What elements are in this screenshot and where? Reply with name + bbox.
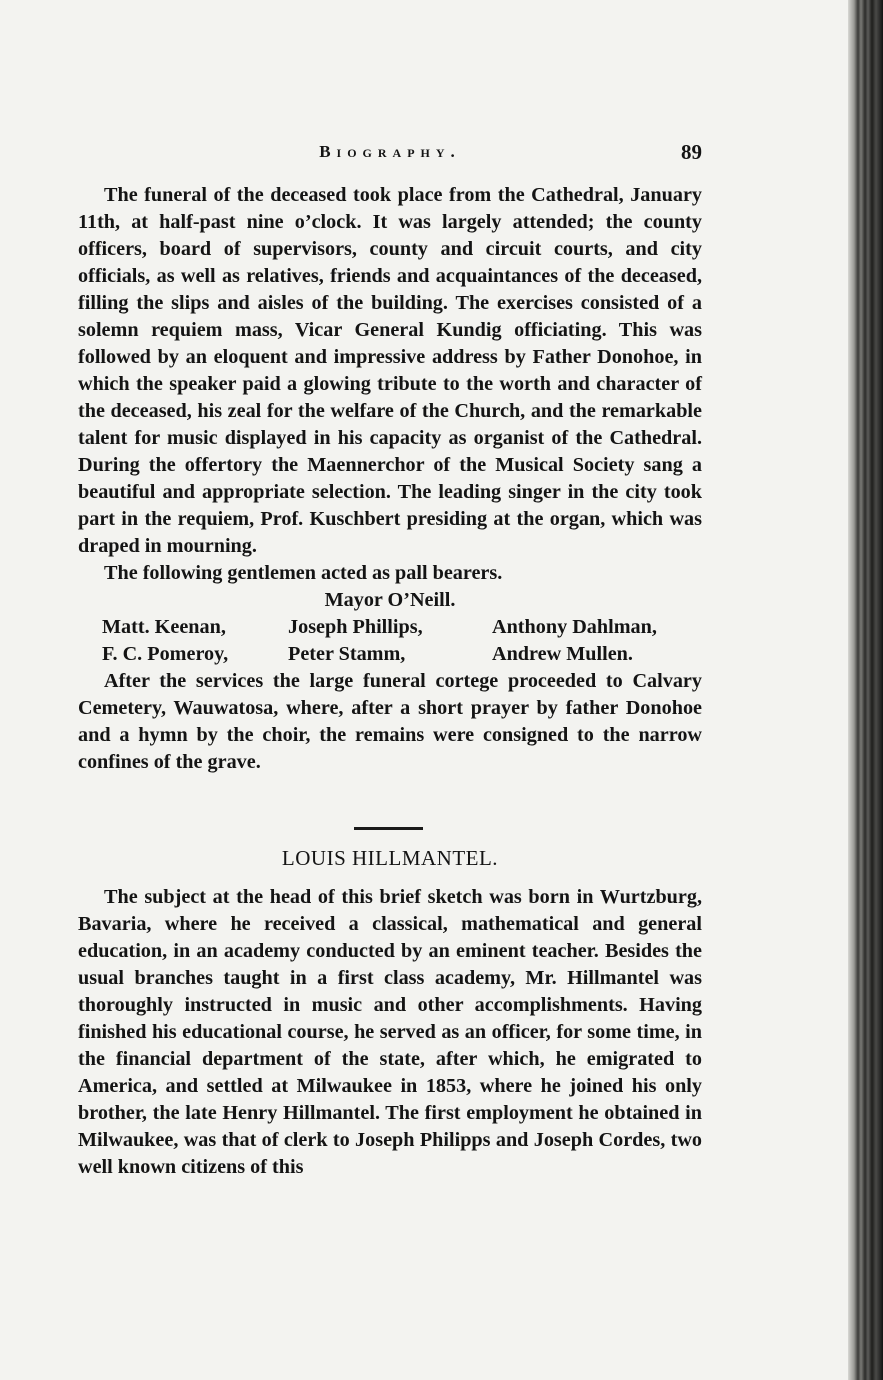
page-number: 89 bbox=[681, 140, 702, 164]
pall-bearer: Matt. Keenan, bbox=[102, 616, 226, 638]
pall-bearer: Joseph Phillips, bbox=[288, 616, 423, 638]
pall-bearers-intro: The following gentlemen acted as pall bearers. bbox=[104, 562, 503, 584]
funeral-paragraph: The funeral of the deceased took place from the Cathedral, January 11th, at half-past nine o’clock. It was largely attended; the county officers, board of supervisors, county and circuit courts, and city officials, as well as relatives, friends and acquaintances of the deceased, filling the slips and aisles of the building. The exercises consisted of a solemn requiem mass, Vicar General Kundig officiating. This was followed by an eloquent and impressive address by Father Donohoe, in which the speaker paid a glowing tribute to the worth and character of the deceased, his zeal for the welfare of the Church, and the remarkable talent for music displayed in his capacity as organist of the Cathedral. During the offertory the Maennerchor of the Musical Society sang a beautiful and appropriate selection. The leading singer in the city took part in the requiem, Prof. Kuschbert presiding at the organ, which was draped in mourning. bbox=[78, 184, 702, 557]
pall-bearer: Peter Stamm, bbox=[288, 643, 406, 665]
pall-bearer: Andrew Mullen. bbox=[492, 643, 633, 665]
pall-bearers-list bbox=[78, 614, 702, 668]
running-head: Biography. bbox=[319, 142, 461, 161]
page-header bbox=[78, 142, 702, 168]
hillmantel-section bbox=[78, 884, 702, 1181]
hillmantel-paragraph: The subject at the head of this brief sketch was born in Wurtzburg, Bavaria, where he received a classical, mathematical and general education, in an academy conducted by an eminent teacher. Besides the usual branches taught in a first class academy, Mr. Hillmantel was thoroughly instructed in music and other accomplishments. Having finished his educational course, he served as an officer, for some time, in the financial department of the state, after which, he emigrated to America, and settled at Milwaukee in 1853, where he joined his only brother, the late Henry Hillmantel. The first employment he obtained in Milwaukee, was that of clerk to Joseph Philipps and Joseph Cordes, two well known citizens of this bbox=[78, 886, 702, 1178]
pall-bearer: Anthony Dahlman, bbox=[492, 616, 657, 638]
book-spine-edge bbox=[848, 0, 883, 1380]
cortege-paragraph: After the services the large funeral cortege proceeded to Calvary Cemetery, Wauwatosa, where, after a short prayer by father Donohoe and a hymn by the choir, the remains were consigned to the narrow confines of the grave. bbox=[78, 670, 702, 773]
section-divider bbox=[354, 827, 423, 830]
pall-bearer: F. C. Pomeroy, bbox=[102, 643, 229, 665]
section-title: LOUIS HILLMANTEL. bbox=[281, 846, 499, 870]
lead-pall-bearer: Mayor O’Neill. bbox=[324, 589, 456, 611]
funeral-section bbox=[78, 182, 702, 776]
